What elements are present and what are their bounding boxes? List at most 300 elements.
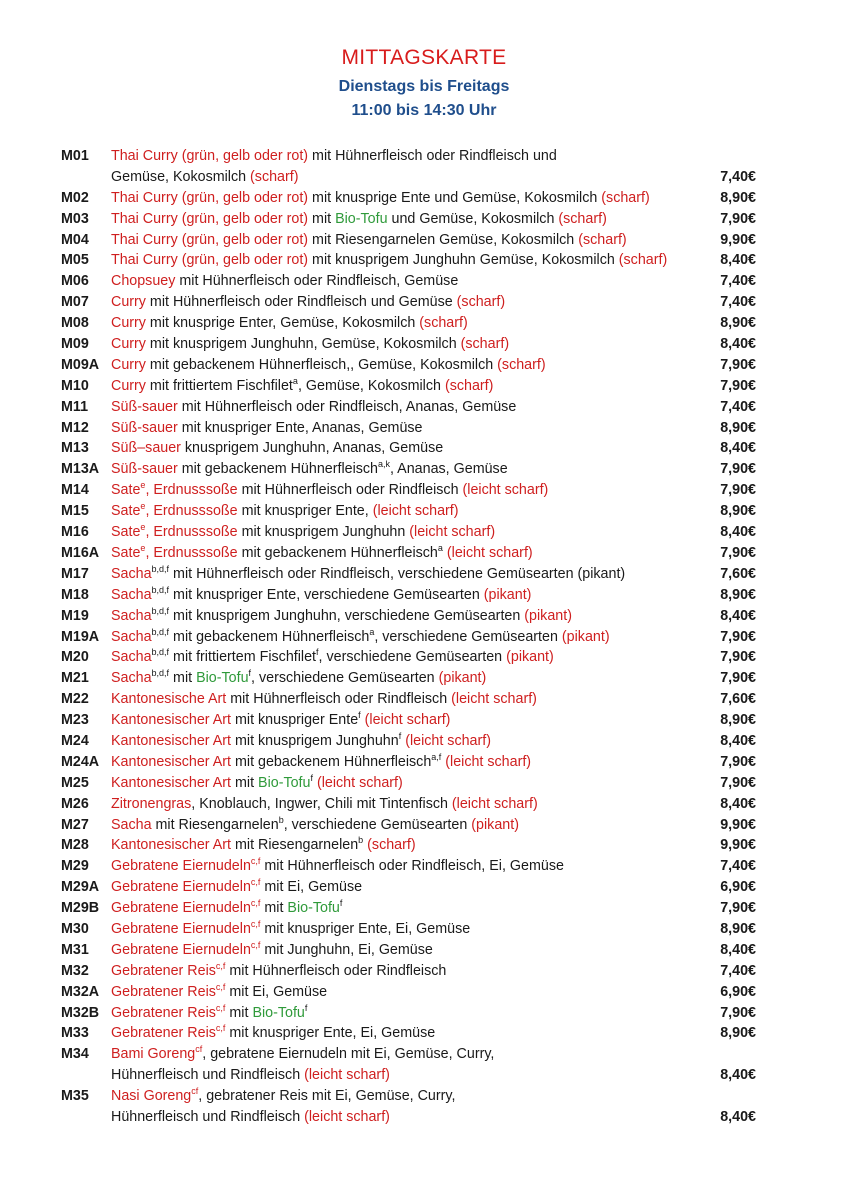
allergen-note: b [278, 814, 284, 825]
item-description [111, 1003, 723, 1024]
dish-text: (leicht scharf) [409, 524, 496, 541]
dish-text: und Gemüse, Kokosmilch [387, 210, 559, 227]
item-description [111, 564, 723, 585]
menu-item [0, 501, 848, 522]
menu-item [0, 710, 848, 731]
item-code: M23 [61, 712, 89, 729]
menu-item [0, 292, 848, 313]
allergen-note: c,f [250, 898, 261, 909]
allergen-note: a [292, 376, 298, 387]
menu-item [0, 355, 848, 376]
item-description [111, 334, 723, 355]
dish-text: Gebratene Eiernudeln [111, 858, 251, 875]
item-price: 7,90€ [720, 356, 756, 373]
dish-text: mit Hühnerfleisch oder Rindfleisch, verschiedene Gemüsearten (pikant) [169, 565, 626, 582]
dish-text: mit Hühnerfleisch oder Rindfleisch und Gemüse [145, 294, 457, 311]
dish-text: mit Riesengarnelen [151, 816, 279, 833]
item-code: M24 [61, 732, 89, 749]
dish-text: (leicht scharf) [441, 753, 532, 770]
dish-text: mit gebackenem Hühnerfleisch [237, 544, 438, 561]
menu-item [0, 647, 848, 668]
dish-text: Gebratene Eiernudeln [111, 941, 251, 958]
dish-text: (pikant) [506, 649, 554, 666]
dish-text: Sate [111, 544, 141, 561]
page-title: MITTAGSKARTE [341, 46, 507, 69]
menu-item [0, 585, 848, 606]
item-price: 7,40€ [720, 962, 756, 979]
dish-text: Curry [111, 294, 146, 311]
menu-item [0, 564, 848, 585]
dish-text: mit knuspriger Ente [231, 712, 359, 729]
dish-text: (pikant) [438, 670, 487, 687]
dish-text: Süß–sauer [111, 440, 181, 457]
dish-text: mit knusprigem Junghuhn, Gemüse, Kokosmilch [145, 336, 461, 353]
item-price: 7,90€ [720, 1004, 756, 1021]
item-description [111, 146, 723, 188]
item-code: M05 [61, 252, 89, 269]
dish-text: mit [225, 1004, 253, 1021]
menu-item [0, 606, 848, 627]
item-description [111, 647, 723, 668]
dish-text: , verschiedene Gemüsearten [283, 816, 472, 833]
item-price: 7,60€ [720, 691, 756, 708]
menu-item [0, 480, 848, 501]
dish-text: Kantonesische Art [111, 691, 227, 708]
dish-text: Sacha [111, 816, 152, 833]
allergen-note: b,d,f [151, 564, 170, 575]
allergen-note: c,f [215, 981, 226, 992]
item-price: 7,40€ [720, 273, 756, 290]
item-price: 7,90€ [720, 377, 756, 394]
dish-text: Thai Curry (grün, gelb oder rot) [111, 148, 309, 164]
item-code: M04 [61, 231, 89, 248]
item-price: 7,40€ [720, 294, 756, 311]
dish-text: , Knoblauch, Ingwer, Chili mit Tintenfisch [191, 795, 452, 812]
dish-text: Bio-Tofu [258, 774, 311, 791]
item-description [111, 982, 723, 1003]
item-description [111, 522, 723, 543]
dish-text: Thai Curry (grün, gelb oder rot) [111, 252, 309, 269]
dish-text: (pikant) [471, 816, 519, 833]
dish-text: Gebratener Reis [111, 983, 216, 1000]
dish-text: Sate [111, 503, 141, 520]
dish-text: (scharf) [363, 837, 416, 854]
item-code: M34 [61, 1046, 89, 1063]
item-description [111, 188, 723, 209]
menu-item [0, 334, 848, 355]
item-description [111, 501, 723, 522]
dish-text: Curry [111, 336, 146, 353]
dish-text: Gebratene Eiernudeln [111, 920, 251, 937]
menu-item [0, 230, 848, 251]
dish-text: mit knusprige Ente und Gemüse, Kokosmilch [308, 189, 602, 206]
dish-text: (leicht scharf) [304, 1109, 390, 1126]
item-description [111, 815, 723, 836]
item-code: M30 [61, 920, 89, 937]
menu-item [0, 1003, 848, 1024]
item-price: 6,90€ [720, 879, 756, 896]
menu-item [0, 397, 848, 418]
dish-text: mit gebackenem Hühnerfleisch [177, 461, 379, 478]
dish-text: Sacha [111, 649, 152, 666]
item-code: M32B [61, 1004, 100, 1021]
item-price: 7,40€ [720, 398, 756, 415]
menu-item [0, 982, 848, 1003]
allergen-note: c,f [250, 919, 261, 930]
menu-item [0, 919, 848, 940]
item-description [111, 418, 723, 439]
item-code: M18 [61, 586, 89, 603]
dish-text: (scharf) [250, 168, 299, 185]
menu-item [0, 815, 848, 836]
item-price: 7,90€ [720, 210, 756, 227]
item-price: 7,60€ [720, 565, 756, 582]
item-price: 8,90€ [720, 503, 756, 520]
allergen-note: cf [195, 1044, 203, 1055]
item-price: 7,90€ [720, 774, 756, 791]
item-code: M11 [61, 398, 89, 415]
item-description [111, 459, 723, 480]
item-price: 8,40€ [720, 252, 756, 269]
dish-text: , Erdnusssoße [145, 503, 238, 520]
item-price: 8,90€ [720, 920, 756, 937]
item-code: M08 [61, 315, 89, 332]
item-price: 7,90€ [720, 649, 756, 666]
item-description [111, 292, 723, 313]
dish-text: mit Ei, Gemüse [225, 983, 328, 1000]
item-description [111, 835, 723, 856]
item-price: 7,90€ [720, 670, 756, 687]
menu-item [0, 877, 848, 898]
allergen-note: b,d,f [151, 584, 170, 595]
allergen-note: e [140, 522, 146, 533]
menu-item [0, 961, 848, 982]
menu-item [0, 689, 848, 710]
item-price: 8,90€ [720, 586, 756, 603]
item-description [111, 585, 723, 606]
item-description [111, 250, 723, 271]
item-price: 9,90€ [720, 816, 756, 833]
dish-text: mit Hühnerfleisch oder Rindfleisch [237, 482, 463, 499]
dish-text: mit gebackenem Hühnerfleisch [169, 628, 370, 645]
item-price: 8,90€ [720, 189, 756, 206]
item-description [111, 752, 723, 773]
menu-item [0, 459, 848, 480]
allergen-note: c,f [215, 1002, 226, 1013]
dish-text: Curry [111, 315, 146, 332]
item-price: 8,90€ [720, 315, 756, 332]
item-code: M06 [61, 273, 89, 290]
menu-item [0, 752, 848, 773]
item-description [111, 731, 723, 752]
dish-text: mit knuspriger Ente, Ei, Gemüse [225, 1025, 436, 1042]
dish-text: Kantonesischer Art [111, 774, 232, 791]
item-description [111, 313, 723, 334]
dish-text: (leicht scharf) [372, 503, 459, 520]
dish-text: mit Hühnerfleisch oder Rindfleisch und [308, 148, 557, 164]
menu-item [0, 418, 848, 439]
dish-text: mit frittiertem Fischfilet [169, 649, 317, 666]
item-code: M01 [61, 148, 89, 164]
dish-text: mit knusprigem Junghuhn Gemüse, Kokosmilch [308, 252, 619, 269]
item-code: M03 [61, 210, 89, 227]
dish-text: Bio-Tofu [287, 900, 340, 917]
item-price: 8,40€ [720, 795, 756, 812]
allergen-note: c,f [215, 960, 226, 971]
item-code: M16A [61, 544, 100, 561]
item-price: 6,90€ [720, 983, 756, 1000]
item-price: 8,90€ [720, 1025, 756, 1042]
dish-text: (leicht scharf) [313, 774, 403, 791]
menu-item [0, 627, 848, 648]
item-description [111, 376, 723, 397]
item-price: 7,90€ [720, 544, 756, 561]
item-price: 8,40€ [720, 1067, 756, 1084]
item-price: 8,40€ [720, 1109, 756, 1125]
dish-text: Bio-Tofu [252, 1004, 305, 1021]
menu-item [0, 668, 848, 689]
allergen-note: c,f [250, 877, 261, 888]
dish-text: mit knusprige Enter, Gemüse, Kokosmilch [145, 315, 420, 332]
dish-text: (scharf) [460, 336, 510, 353]
menu-item [0, 376, 848, 397]
item-code: M26 [61, 795, 89, 812]
dish-text: Kantonesischer Art [111, 837, 232, 854]
dish-text: mit knuspriger Ente, verschiedene Gemüsearten [169, 586, 484, 603]
item-code: M19 [61, 607, 89, 624]
dish-text: Kantonesischer Art [111, 712, 232, 729]
dish-text: (scharf) [558, 210, 607, 227]
dish-text: mit [308, 210, 336, 227]
dish-text: (scharf) [618, 252, 668, 269]
dish-text: knusprigem Junghuhn, Ananas, Gemüse [180, 440, 444, 457]
item-price: 8,90€ [720, 712, 756, 729]
item-description [111, 355, 723, 376]
item-description [111, 606, 723, 627]
dish-text: mit Hühnerfleisch oder Rindfleisch [226, 691, 452, 708]
item-price: 7,90€ [720, 628, 756, 645]
dish-text: (scharf) [601, 189, 650, 206]
item-description [111, 794, 723, 815]
dish-text: , gebratener Reis mit Ei, Gemüse, Curry, [198, 1088, 456, 1105]
dish-text: , Erdnusssoße [145, 544, 238, 561]
item-description [111, 689, 723, 710]
dish-text: Süß-sauer [111, 419, 178, 436]
allergen-note: e [140, 501, 146, 512]
item-code: M22 [61, 691, 89, 708]
item-code: M20 [61, 649, 89, 666]
item-price: 9,90€ [720, 231, 756, 248]
allergen-note: c,f [215, 1023, 226, 1034]
dish-text: Bio-Tofu [196, 670, 249, 687]
item-code: M35 [61, 1088, 89, 1105]
item-price: 7,90€ [720, 482, 756, 499]
allergen-note: b,d,f [151, 626, 170, 637]
item-code: M29 [61, 858, 89, 875]
dish-text: (pikant) [561, 628, 610, 645]
dish-text: , Ananas, Gemüse [390, 461, 508, 478]
item-description [111, 480, 723, 501]
item-price: 7,90€ [720, 461, 756, 478]
item-price: 7,40€ [720, 168, 756, 185]
menu-item [0, 271, 848, 292]
menu-item [0, 856, 848, 877]
dish-text: mit knusprigem Junghuhn, verschiedene Gemüsearten [169, 607, 525, 624]
menu-item [0, 313, 848, 334]
item-description [111, 1044, 723, 1086]
dish-text: Sacha [111, 628, 152, 645]
dish-text: Süß-sauer [111, 461, 178, 478]
dish-text: Chopsuey [111, 273, 176, 290]
dish-text: Curry [111, 377, 146, 394]
menu-item [0, 209, 848, 230]
dish-text: (scharf) [497, 356, 546, 373]
dish-text: mit Riesengarnelen Gemüse, Kokosmilch [308, 231, 579, 248]
dish-text: mit Ei, Gemüse [260, 879, 363, 896]
allergen-note: c,f [250, 856, 261, 867]
dish-text: Hühnerfleisch und Rindfleisch [111, 1067, 305, 1084]
item-code: M33 [61, 1025, 89, 1042]
item-price: 8,40€ [720, 607, 756, 624]
dish-text: mit [231, 774, 259, 791]
item-description [111, 271, 723, 292]
item-code: M29A [61, 879, 100, 896]
menu-item [0, 835, 848, 856]
item-price: 8,40€ [720, 732, 756, 749]
allergen-note: f [398, 731, 402, 742]
item-code: M32A [61, 983, 100, 1000]
item-code: M13 [61, 440, 89, 457]
menu-item [0, 522, 848, 543]
dish-text: Gebratener Reis [111, 1025, 216, 1042]
opening-hours: 11:00 bis 14:30 Uhr [351, 102, 497, 119]
dish-text: Thai Curry (grün, gelb oder rot) [111, 231, 309, 248]
item-description [111, 668, 723, 689]
dish-text: , Erdnusssoße [145, 482, 238, 499]
allergen-note: f [339, 898, 343, 909]
item-description [111, 877, 723, 898]
item-description [111, 438, 723, 459]
dish-text: (leicht scharf) [451, 795, 538, 812]
dish-text: Süß-sauer [111, 398, 178, 415]
dish-text: mit knuspriger Ente, Ei, Gemüse [260, 920, 471, 937]
item-code: M13A [61, 461, 100, 478]
item-code: M16 [61, 524, 89, 541]
dish-text: mit [169, 670, 197, 687]
item-price: 8,90€ [720, 419, 756, 436]
dish-text: mit frittiertem Fischfilet [145, 377, 293, 394]
dish-text: Sacha [111, 586, 152, 603]
dish-text: Thai Curry (grün, gelb oder rot) [111, 189, 309, 206]
opening-days: Dienstags bis Freitags [338, 78, 510, 95]
dish-text: mit knuspriger Ente, [237, 503, 373, 520]
dish-text: Sate [111, 524, 141, 541]
item-description [111, 397, 723, 418]
dish-text: Kantonesischer Art [111, 732, 232, 749]
item-description [111, 961, 723, 982]
dish-text: mit Riesengarnelen [231, 837, 359, 854]
dish-text: mit Hühnerfleisch oder Rindfleisch, Ananas, Gemüse [177, 398, 517, 415]
dish-text: (leicht scharf) [442, 544, 533, 561]
allergen-note: a,k [378, 459, 391, 470]
item-code: M17 [61, 565, 89, 582]
dish-text: Zitronengras [111, 795, 192, 812]
allergen-note: f [304, 1002, 308, 1013]
allergen-note: a [369, 626, 375, 637]
item-description [111, 856, 723, 877]
dish-text: mit [260, 900, 288, 917]
allergen-note: f [316, 647, 319, 658]
dish-text: mit Hühnerfleisch oder Rindfleisch [225, 962, 447, 979]
allergen-note: cf [191, 1086, 199, 1097]
allergen-note: b,d,f [151, 647, 170, 658]
dish-text: mit Hühnerfleisch oder Rindfleisch, Gemüse [175, 273, 459, 290]
menu-item [0, 1086, 848, 1128]
item-description [111, 627, 723, 648]
menu-item [0, 794, 848, 815]
dish-text: mit Hühnerfleisch oder Rindfleisch, Ei, Gemüse [260, 858, 564, 875]
dish-text: Gebratener Reis [111, 962, 216, 979]
item-description [111, 209, 723, 230]
menu-item [0, 1023, 848, 1044]
item-code: M25 [61, 774, 89, 791]
item-price: 8,40€ [720, 941, 756, 958]
item-description [111, 919, 723, 940]
item-code: M14 [61, 482, 89, 499]
dish-text: Curry [111, 356, 146, 373]
dish-text: Bio-Tofu [335, 210, 388, 227]
item-price: 9,90€ [720, 837, 756, 854]
dish-text: (leicht scharf) [462, 482, 549, 499]
dish-text: (leicht scharf) [451, 691, 537, 708]
allergen-note: e [140, 480, 146, 491]
dish-text: (scharf) [419, 315, 468, 332]
item-price: 8,40€ [720, 440, 756, 457]
allergen-note: f [358, 710, 361, 721]
dish-text: , verschiedene Gemüsearten [251, 670, 439, 687]
dish-text: Hühnerfleisch und Rindfleisch [111, 1109, 305, 1126]
dish-text: , verschiedene Gemüsearten [318, 649, 507, 666]
item-code: M10 [61, 377, 89, 394]
item-description [111, 543, 723, 564]
item-code: M07 [61, 294, 89, 311]
item-description [111, 1086, 723, 1128]
item-description [111, 773, 723, 794]
item-price: 8,40€ [720, 336, 756, 353]
item-code: M29B [61, 900, 100, 917]
menu-item [0, 898, 848, 919]
menu-item [0, 731, 848, 752]
item-description [111, 940, 723, 961]
item-price: 7,90€ [720, 900, 756, 917]
dish-text: (leicht scharf) [304, 1067, 390, 1084]
allergen-note: f [310, 772, 313, 783]
dish-text: mit knuspriger Ente, Ananas, Gemüse [177, 419, 423, 436]
dish-text: (scharf) [456, 294, 506, 311]
menu-item [0, 250, 848, 271]
allergen-note: f [248, 668, 252, 679]
item-code: M21 [61, 670, 89, 687]
menu-item [0, 438, 848, 459]
item-description [111, 898, 723, 919]
dish-text: Sate [111, 482, 141, 499]
allergen-note: b,d,f [151, 605, 170, 616]
item-description [111, 710, 723, 731]
dish-text: Bami Goreng [111, 1046, 196, 1063]
item-description [111, 230, 723, 251]
item-code: M15 [61, 503, 89, 520]
dish-text: mit gebackenem Hühnerfleisch,, Gemüse, Kokosmilch [145, 356, 498, 373]
